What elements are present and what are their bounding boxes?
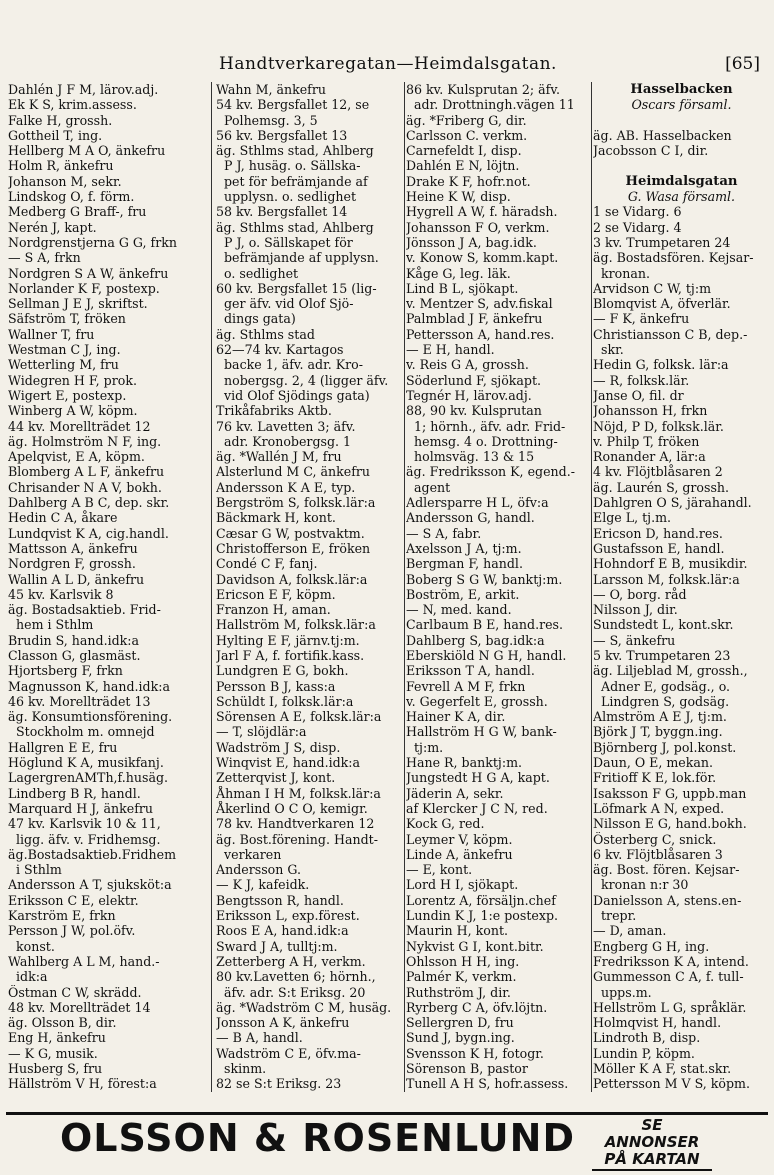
directory-entry: Hedin G, folksk. lär:a	[593, 357, 729, 373]
directory-entry: v. Philp T, fröken	[593, 433, 700, 449]
directory-entry: Carnefeldt I, disp.	[406, 143, 522, 159]
directory-entry: äg. Konsumtionsförening.	[8, 709, 173, 725]
directory-entry: v. Reis G A, grossh.	[406, 357, 529, 373]
directory-entry: Säfström T, fröken	[8, 311, 126, 327]
directory-entry: Hjortsberg F, frkn	[8, 663, 123, 679]
directory-entry: Möller K A F, stat.skr.	[593, 1061, 732, 1076]
directory-entry: Nerén J, kapt.	[8, 219, 97, 235]
directory-entry: Tegnér H, lärov.adj.	[406, 387, 532, 403]
directory-entry: Sund J, bygn.ing.	[406, 1030, 515, 1046]
directory-entry: — O, borg. råd	[593, 586, 687, 602]
directory-entry: Östman C W, skrädd.	[8, 984, 142, 1000]
directory-entry: Adner E, godsäg., o.	[601, 678, 731, 694]
directory-entry: Classon G, glasmäst.	[8, 647, 141, 663]
directory-entry: agent	[414, 479, 451, 495]
directory-entry: hemsg. 4 o. Drottning-	[414, 433, 558, 449]
directory-entry: Engberg G H, ing.	[593, 938, 710, 954]
directory-entry: Hedin C A, åkare	[8, 510, 118, 526]
directory-entry: adr. Drottningh.vägen 11	[414, 97, 575, 113]
directory-entry: i Sthlm	[16, 862, 62, 878]
directory-entry: Almström A E J, tj:m.	[593, 709, 727, 725]
directory-columns	[8, 82, 770, 1092]
directory-entry: Polhemsg. 3, 5	[224, 112, 318, 128]
directory-entry: — F K, änkefru	[593, 311, 690, 327]
directory-entry: 4 kv. Flöjtblåsaren 2	[593, 464, 723, 480]
directory-entry: Daun, O E, mekan.	[593, 755, 714, 771]
directory-entry: Sörensen A E, folksk.lär:a	[216, 709, 382, 725]
directory-entry: Svensson K H, fotogr.	[406, 1045, 544, 1061]
directory-entry: Jarl F A, f. fortifik.kass.	[216, 647, 365, 663]
directory-entry: af Klercker J C N, red.	[406, 800, 548, 816]
directory-entry: — R, folksk.lär.	[593, 372, 690, 388]
directory-entry: Carlbaum B E, hand.res.	[406, 617, 564, 633]
directory-entry: — T, slöjdlär:a	[216, 724, 307, 740]
directory-entry: Apelqvist, E A, köpm.	[8, 449, 145, 465]
directory-entry: Andersson G, handl.	[406, 510, 535, 526]
directory-entry: — K J, kafeidk.	[216, 877, 310, 893]
directory-entry: Karström E, frkn	[8, 908, 116, 924]
directory-entry: Björk J T, byggn.ing.	[593, 724, 723, 740]
banner-rule	[6, 1112, 768, 1115]
directory-entry: Larsson M, folksk.lär:a	[593, 571, 740, 587]
directory-entry: 82 se S:t Eriksg. 23	[216, 1076, 342, 1092]
directory-entry: Maurin H, kont.	[406, 923, 509, 939]
directory-entry: ligg. äfv. v. Fridhemsg.	[16, 831, 161, 847]
directory-entry: Nordgrenstjerna G G, frkn	[8, 234, 177, 250]
directory-entry: Dahlberg S, bag.idk:a	[406, 632, 545, 648]
directory-entry: Bengtsson R, handl.	[216, 892, 344, 908]
directory-entry: äg. AB. Hasselbacken	[593, 127, 732, 143]
directory-entry: 5 kv. Trumpetaren 23	[593, 647, 731, 663]
directory-entry: Eriksson C E, elektr.	[8, 892, 139, 908]
directory-entry: 80 kv.Lavetten 6; hörnh.,	[216, 969, 376, 985]
directory-entry: Johansson F O, verkm.	[406, 219, 550, 235]
directory-entry: Wigert E, postexp.	[8, 387, 127, 403]
directory-entry: Wetterling M, fru	[8, 357, 119, 373]
directory-entry: Wallner T, fru	[8, 326, 95, 342]
directory-entry: 1; hörnh., äfv. adr. Frid-	[414, 418, 566, 434]
directory-entry: Tunell A H S, hofr.assess.	[406, 1076, 569, 1092]
directory-entry: 62—74 kv. Kartagos	[216, 342, 344, 358]
directory-entry: Sörenson B, pastor	[406, 1061, 528, 1076]
directory-entry: Gummesson C A, f. tull-	[593, 969, 744, 985]
column-1	[8, 82, 208, 1092]
directory-entry: Björnberg J, pol.konst.	[593, 739, 737, 755]
directory-entry: Hellström L G, språklär.	[593, 999, 747, 1015]
directory-entry: Kåge G, leg. läk.	[406, 265, 511, 281]
directory-entry: 6 kv. Flöjtblåsaren 3	[593, 846, 723, 862]
directory-entry: Boberg S G W, banktj:m.	[406, 571, 563, 587]
directory-entry: Åhman I H M, folksk.lär:a	[216, 785, 381, 801]
directory-entry	[593, 158, 770, 173]
directory-entry: Lundin K J, 1:e postexp.	[406, 908, 559, 924]
directory-entry: Lundin P, köpm.	[593, 1045, 695, 1061]
directory-entry: Holmqvist H, handl.	[593, 1015, 722, 1031]
directory-entry: Pettersson A, hand.res.	[406, 326, 555, 342]
directory-entry: nobergsg. 2, 4 (ligger äfv.	[224, 372, 389, 388]
directory-entry: Nykvist G I, kont.bitr.	[406, 938, 544, 954]
directory-entry: Fredriksson K A, intend.	[593, 953, 749, 969]
directory-entry: Palmblad J F, änkefru	[406, 311, 543, 327]
directory-entry: Ruthström J, dir.	[406, 984, 511, 1000]
directory-entry: Jacobsson C I, dir.	[593, 143, 709, 159]
directory-entry: Hallström H G W, bank-	[406, 724, 557, 740]
directory-entry: Söderlund F, sjökapt.	[406, 372, 542, 388]
directory-entry: — S, änkefru	[593, 632, 676, 648]
directory-entry: Boström, E, arkit.	[406, 586, 520, 602]
directory-entry: — E H, handl.	[406, 342, 495, 358]
directory-entry: P J, husäg. o. Sällska-	[224, 158, 361, 174]
directory-entry: Winberg A W, köpm.	[8, 403, 138, 419]
directory-entry: 3 kv. Trumpetaren 24	[593, 234, 731, 250]
directory-entry: Eberskiöld N G H, handl.	[406, 647, 567, 663]
directory-entry: Hygrell A W, f. häradsh.	[406, 204, 558, 220]
directory-entry: Isaksson F G, uppb.man	[593, 785, 747, 801]
directory-entry: Lindberg B R, handl.	[8, 785, 141, 801]
directory-entry: Wahlberg A L M, hand.-	[8, 953, 160, 969]
directory-entry: Nöjd, P D, folksk.lär.	[593, 418, 724, 434]
directory-entry: Kock G, red.	[406, 816, 485, 832]
page-header	[10, 54, 766, 82]
directory-entry: Carlsson C. verkm.	[406, 127, 528, 143]
directory-entry: Höglund K A, musikfanj.	[8, 755, 164, 771]
directory-entry: v. Gegerfelt E, grossh.	[406, 693, 548, 709]
directory-entry: Mattsson A, änkefru	[8, 540, 138, 556]
directory-entry: Löfmark A N, exped.	[593, 800, 725, 816]
directory-entry: Pettersson M V S, köpm.	[593, 1076, 750, 1092]
directory-entry: äg. Bost. fören. Kejsar-	[593, 862, 740, 878]
directory-entry: konst.	[16, 938, 55, 954]
directory-entry: Dahlgren O S, järahandl.	[593, 495, 752, 511]
directory-entry: 2 se Vidarg. 4	[593, 219, 682, 235]
directory-entry: Trikåfabriks Aktb.	[216, 403, 332, 419]
directory-entry: — E, kont.	[406, 862, 473, 878]
directory-entry: Lindgren S, godsäg.	[601, 693, 730, 709]
directory-entry: v. Konow S, komm.kapt.	[406, 250, 559, 266]
slogan-line-1: SE ANNONSER	[604, 1116, 700, 1151]
directory-entry: 88, 90 kv. Kulsprutan	[406, 403, 542, 419]
directory-entry: Zetterberg A H, verkm.	[216, 953, 366, 969]
directory-entry: Hylting E F, järnv.tj:m.	[216, 632, 360, 648]
directory-entry: 44 kv. Morellträdet 12	[8, 418, 151, 434]
directory-entry: — S A, fabr.	[406, 525, 482, 541]
directory-entry: Andersson K A E, typ.	[216, 479, 356, 495]
directory-entry: Johansson H, frkn	[593, 403, 708, 419]
directory-entry: Hällström V H, förest:a	[8, 1076, 157, 1092]
directory-entry: äfv. adr. S:t Eriksg. 20	[224, 984, 366, 1000]
directory-entry: äg. Liljeblad M, grossh.,	[593, 663, 748, 679]
directory-entry: Blomqvist A, öfverlär.	[593, 296, 731, 312]
directory-entry: Ohlsson H H, ing.	[406, 953, 520, 969]
directory-entry: Österberg C, snick.	[593, 831, 717, 847]
directory-entry: Ronander A, lär:a	[593, 449, 706, 465]
directory-entry: Hane R, banktj:m.	[406, 755, 523, 771]
directory-entry: Condé C F, fanj.	[216, 556, 318, 572]
directory-entry: Hasselbacken	[630, 82, 733, 97]
directory-entry: Christiansson C B, dep.-	[593, 326, 748, 342]
directory-entry: Andersson G.	[216, 862, 301, 878]
directory-entry: äg. Olsson B, dir.	[8, 1015, 117, 1031]
directory-entry: tj:m.	[414, 739, 444, 755]
column-3	[406, 82, 589, 1092]
directory-entry: Chrisander N A V, bokh.	[8, 479, 162, 495]
directory-entry: äg. Bostadsfören. Kejsar-	[593, 250, 754, 266]
directory-entry: 46 kv. Morellträdet 13	[8, 693, 151, 709]
directory-entry: Adlersparre H L, öfv:a	[406, 495, 549, 511]
directory-entry: Marquard H J, änkefru	[8, 800, 153, 816]
column-divider	[591, 82, 592, 1092]
directory-entry: Johanson M, sekr.	[8, 173, 122, 189]
directory-entry: Oscars församl.	[631, 97, 732, 113]
directory-entry: Leymer V, köpm.	[406, 831, 513, 847]
directory-entry: v. Mentzer S, adv.fiskal	[406, 296, 553, 312]
directory-entry: Holm R, änkefru	[8, 158, 114, 174]
directory-entry: Cæsar G W, postvaktm.	[216, 525, 365, 541]
directory-entry: kronan.	[601, 265, 650, 281]
directory-entry: Jonsson A K, änkefru	[216, 1015, 350, 1031]
directory-entry: 48 kv. Morellträdet 14	[8, 999, 151, 1015]
directory-entry: Davidson A, folksk.lär:a	[216, 571, 368, 587]
directory-entry: Norlander K F, postexp.	[8, 280, 160, 296]
directory-entry: Lind B L, sjökapt.	[406, 280, 519, 296]
directory-entry: Heine K W, disp.	[406, 189, 511, 205]
directory-entry: Andersson A T, sjuksköt:a	[8, 877, 172, 893]
directory-entry: ger äfv. vid Olof Sjö-	[224, 296, 354, 312]
directory-entry: — D, aman.	[593, 923, 667, 939]
directory-entry: Hallgren E E, fru	[8, 739, 118, 755]
directory-entry: Åkerlind O C O, kemigr.	[216, 800, 368, 816]
directory-entry: upps.m.	[601, 984, 652, 1000]
directory-entry	[593, 113, 770, 128]
directory-entry: Bergström S, folksk.lär:a	[216, 495, 376, 511]
directory-entry: Hohndorf E B, musikdir.	[593, 556, 748, 572]
directory-entry: Sward J A, tulltj:m.	[216, 938, 338, 954]
directory-entry: — N, med. kand.	[406, 602, 512, 618]
directory-entry: 86 kv. Kulsprutan 2; äfv.	[406, 82, 560, 97]
directory-entry: Lundgren E G, bokh.	[216, 663, 349, 679]
directory-entry: 78 kv. Handtverkaren 12	[216, 816, 375, 832]
directory-entry: Dahlén J F M, lärov.adj.	[8, 82, 159, 97]
directory-entry: befrämjande af upplysn.	[224, 250, 379, 266]
directory-entry: Jungstedt H G A, kapt.	[406, 770, 550, 786]
directory-entry: äg. Fredriksson K, egend.-	[406, 464, 575, 480]
directory-entry: — K G, musik.	[8, 1045, 98, 1061]
directory-entry: o. sedlighet	[224, 265, 299, 281]
directory-entry: Christofferson E, fröken	[216, 540, 371, 556]
directory-entry: 47 kv. Karlsvik 10 & 11,	[8, 816, 161, 832]
directory-entry: hem i Sthlm	[16, 617, 94, 633]
directory-entry: Fevrell A M F, frkn	[406, 678, 526, 694]
directory-entry: äg. *Wallén J M, fru	[216, 449, 342, 465]
directory-entry: Alsterlund M C, änkefru	[216, 464, 371, 480]
directory-entry: äg. Sthlms stad	[216, 326, 315, 342]
directory-entry: Wadström C E, öfv.ma-	[216, 1045, 361, 1061]
directory-entry: — S A, frkn	[8, 250, 81, 266]
directory-entry: 76 kv. Lavetten 3; äfv.	[216, 418, 356, 434]
directory-entry: Gustafsson E, handl.	[593, 540, 725, 556]
directory-entry: idk:a	[16, 969, 48, 985]
directory-entry: 45 kv. Karlsvik 8	[8, 586, 114, 602]
directory-entry: Bäckmark H, kont.	[216, 510, 336, 526]
directory-entry: verkaren	[224, 846, 282, 862]
directory-entry: — B A, handl.	[216, 1030, 303, 1046]
directory-entry: Fritioff K E, lok.för.	[593, 770, 717, 786]
column-4	[593, 82, 770, 1092]
directory-entry: Falke H, grossh.	[8, 112, 113, 128]
slogan-line-2: PÅ KARTAN	[592, 1151, 712, 1171]
directory-entry: äg. *Friberg G, dir.	[406, 112, 527, 128]
directory-entry: Magnusson K, hand.idk:a	[8, 678, 170, 694]
directory-entry: Ericson D, hand.res.	[593, 525, 723, 541]
directory-entry: skr.	[601, 342, 624, 358]
advertiser-name: OLSSON & ROSENLUND	[60, 1116, 576, 1160]
directory-entry: Persson B J, kass:a	[216, 678, 336, 694]
directory-entry: Husberg S, fru	[8, 1061, 103, 1076]
directory-entry: Wallin A L D, änkefru	[8, 571, 145, 587]
directory-entry: Schüldt I, folksk.lär:a	[216, 693, 354, 709]
directory-entry: Eriksson L, exp.förest.	[216, 908, 360, 924]
directory-entry: Elge L, tj.m.	[593, 510, 672, 526]
directory-entry: pet för befrämjande af	[224, 173, 368, 189]
advertisement-banner	[6, 1112, 768, 1168]
directory-entry: Sellergren D, fru	[406, 1015, 514, 1031]
directory-entry: vid Olof Sjödings gata)	[224, 387, 370, 403]
directory-entry: Nordgren S A W, änkefru	[8, 265, 169, 281]
directory-entry: äg. Sthlms stad, Ahlberg	[216, 219, 374, 235]
directory-entry: adr. Kronobergsg. 1	[224, 433, 352, 449]
directory-entry: äg. Bost.förening. Handt-	[216, 831, 378, 847]
directory-entry: Brudin S, hand.idk:a	[8, 632, 140, 648]
directory-entry: Gottheil T, ing.	[8, 127, 103, 143]
directory-entry: Janse O, fil. dr	[593, 387, 684, 403]
directory-entry: 60 kv. Bergsfallet 15 (lig-	[216, 280, 377, 296]
directory-entry: holmsväg. 13 & 15	[414, 449, 535, 465]
directory-entry: äg. Bostadsaktieb. Frid-	[8, 602, 161, 618]
directory-entry: Arvidson C W, tj:m	[593, 280, 712, 296]
directory-entry: G. Wasa församl.	[627, 189, 736, 205]
directory-entry: Heimdalsgatan	[625, 173, 738, 189]
directory-entry: Nordgren F, grossh.	[8, 556, 136, 572]
column-divider	[404, 82, 405, 1092]
directory-entry: Bergman F, handl.	[406, 556, 523, 572]
advertiser-slogan	[592, 1117, 712, 1171]
directory-entry: Jäderin A, sekr.	[406, 785, 504, 801]
directory-entry: Wahn M, änkefru	[216, 82, 326, 97]
directory-entry: 54 kv. Bergsfallet 12, se	[216, 97, 370, 113]
directory-entry: Widegren H F, prok.	[8, 372, 137, 388]
directory-entry: Danielsson A, stens.en-	[593, 892, 742, 908]
directory-entry: Dahlberg A B C, dep. skr.	[8, 495, 170, 511]
directory-entry: Roos E A, hand.idk:a	[216, 923, 349, 939]
directory-entry: Eng H, änkefru	[8, 1030, 106, 1046]
directory-entry: Lord H I, sjökapt.	[406, 877, 519, 893]
directory-entry: Dahlén E N, löjtn.	[406, 158, 520, 174]
directory-entry: Nilsson J, dir.	[593, 602, 678, 618]
page-number: [65]	[725, 54, 760, 74]
directory-entry: skinm.	[224, 1061, 267, 1076]
directory-entry: Lundqvist K A, cig.handl.	[8, 525, 169, 541]
directory-entry: backe 1, äfv. adr. Kro-	[224, 357, 364, 373]
directory-entry: Jönsson J A, bag.idk.	[406, 234, 537, 250]
directory-entry: Hellberg M A O, änkefru	[8, 143, 166, 159]
directory-entry: Stockholm m. omnejd	[16, 724, 155, 740]
directory-entry: LagergrenAMTh,f.husäg.	[8, 770, 169, 786]
directory-entry: Zetterqvist J, kont.	[216, 770, 336, 786]
column-divider	[211, 82, 212, 1092]
directory-entry: dings gata)	[224, 311, 296, 327]
directory-entry: Lindskog O, f. förm.	[8, 189, 135, 205]
directory-entry: Drake K F, hofr.not.	[406, 173, 531, 189]
page-title: Handtverkaregatan—Heimdalsgatan.	[219, 54, 557, 74]
directory-entry: äg. Holmström N F, ing.	[8, 433, 162, 449]
directory-entry: Winqvist E, hand.idk:a	[216, 755, 361, 771]
directory-entry: Palmér K, verkm.	[406, 969, 517, 985]
directory-entry: Hallström M, folksk.lär:a	[216, 617, 376, 633]
directory-entry: äg. Sthlms stad, Ahlberg	[216, 143, 374, 159]
directory-entry: Lindroth B, disp.	[593, 1030, 701, 1046]
directory-entry: 1 se Vidarg. 6	[593, 204, 682, 220]
directory-entry: trepr.	[601, 908, 637, 924]
directory-entry: upplysn. o. sedlighet	[224, 189, 357, 205]
directory-entry: Sundstedt L, kont.skr.	[593, 617, 734, 633]
directory-entry: Ryrberg C A, öfv.löjtn.	[406, 999, 548, 1015]
directory-entry: Medberg G Braff-, fru	[8, 204, 147, 220]
column-2	[216, 82, 403, 1092]
directory-entry: Persson J W, pol.öfv.	[8, 923, 136, 939]
directory-entry: Lorentz A, försäljn.chef	[406, 892, 556, 908]
directory-entry: Eriksson T A, handl.	[406, 663, 535, 679]
directory-entry: Axelsson J A, tj:m.	[406, 540, 522, 556]
directory-entry: kronan n:r 30	[601, 877, 689, 893]
directory-entry: 58 kv. Bergsfallet 14	[216, 204, 348, 220]
directory-entry: Ericson E F, köpm.	[216, 586, 336, 602]
directory-entry: Westman C J, ing.	[8, 342, 121, 358]
directory-entry: äg. Laurén S, grossh.	[593, 479, 730, 495]
directory-entry: äg. *Wadström C M, husäg.	[216, 999, 392, 1015]
directory-entry: 56 kv. Bergsfallet 13	[216, 127, 348, 143]
directory-entry: Ek K S, krim.assess.	[8, 97, 137, 113]
directory-entry: P J, o. Sällskapet för	[224, 234, 353, 250]
directory-entry: Linde A, änkefru	[406, 846, 513, 862]
directory-entry: Blomberg A L F, änkefru	[8, 464, 165, 480]
directory-entry: Wadström J S, disp.	[216, 739, 341, 755]
directory-entry: äg.Bostadsaktieb.Fridhem	[8, 846, 177, 862]
directory-entry: Sellman J E J, skriftst.	[8, 296, 148, 312]
directory-entry: Franzon H, aman.	[216, 602, 331, 618]
directory-entry: Hainer K A, dir.	[406, 709, 506, 725]
directory-entry: Nilsson E G, hand.bokh.	[593, 816, 747, 832]
